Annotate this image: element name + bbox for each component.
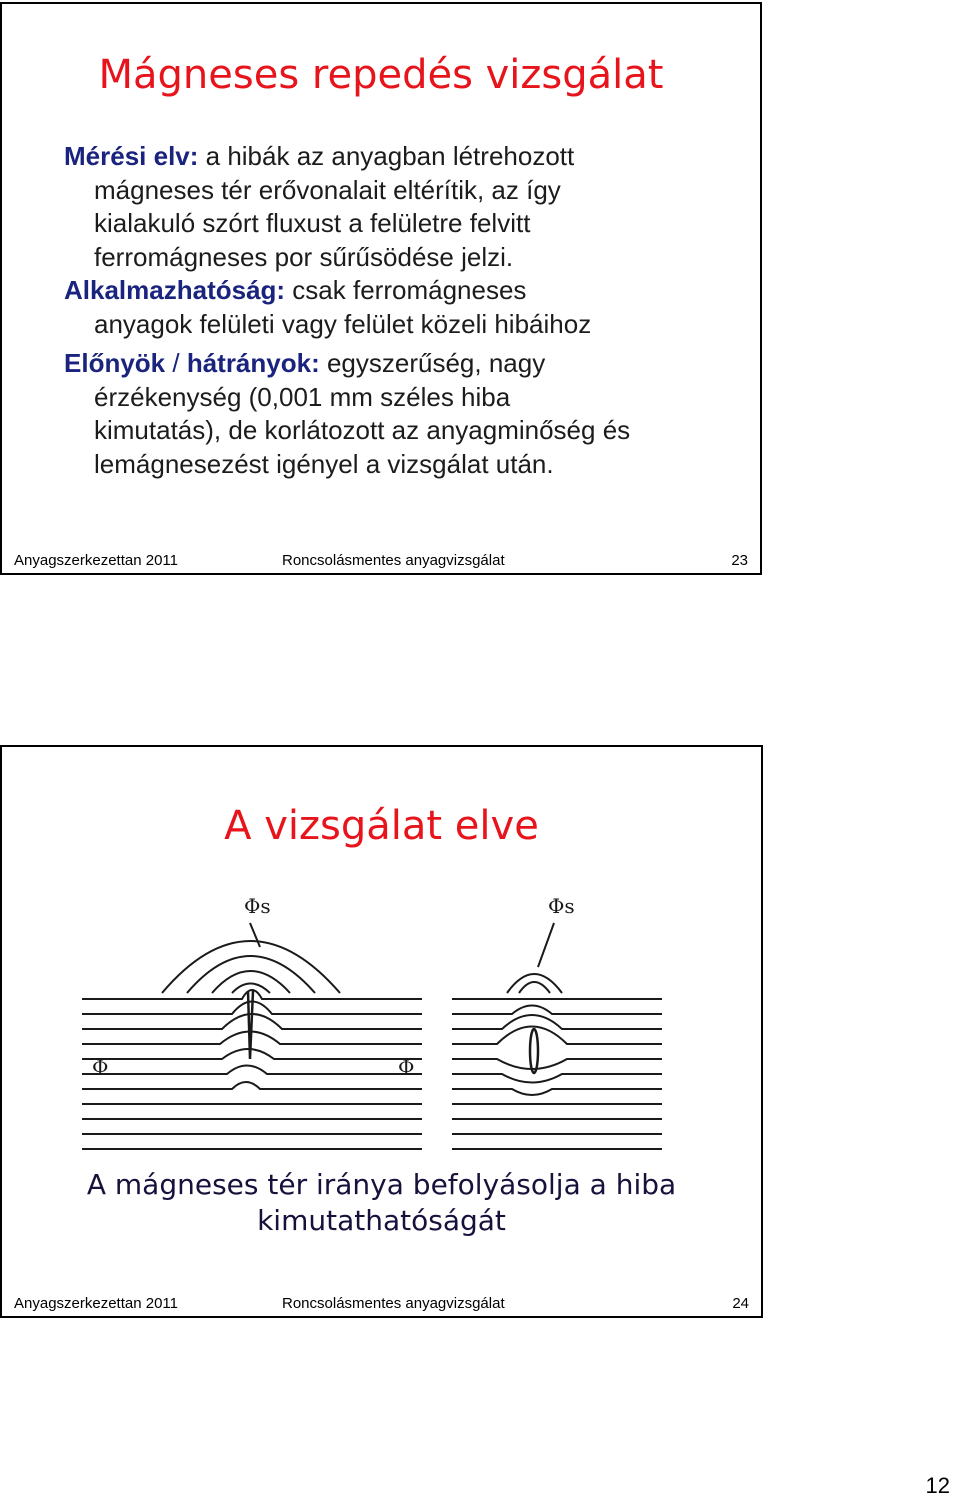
- slide-title: A vizsgálat elve: [224, 803, 539, 849]
- caption-line: A mágneses tér iránya befolyásolja a hiba: [86, 1168, 677, 1201]
- flux-label-left: Φ: [92, 1055, 109, 1079]
- text-line: anyagok felületi vagy felület közeli hibáihoz: [94, 308, 592, 339]
- flux-s-label-left: Φs: [244, 894, 271, 918]
- slide-23: [0, 2, 762, 575]
- text-line: érzékenység (0,001 mm széles hiba: [94, 381, 511, 412]
- flux-s-label-right: Φs: [548, 894, 575, 918]
- footer-course: Anyagszerkezettan 2011: [14, 1295, 178, 1312]
- text-line: kialakuló szórt fluxust a felületre felvitt: [94, 208, 531, 238]
- right-field-lines: [452, 999, 662, 1149]
- slide-title: Mágneses repedés vizsgálat: [98, 52, 664, 98]
- text-line: lemágnesezést igényel a vizsgálat után.: [94, 448, 554, 479]
- text-applicability: csak ferromágneses: [285, 275, 527, 305]
- page-number: 12: [925, 1473, 950, 1498]
- paragraph-principle: [64, 140, 744, 274]
- slide-24: [0, 745, 763, 1318]
- keyword-separator: /: [165, 348, 187, 378]
- text-principle: a hibák az anyagban létrehozott: [198, 141, 575, 171]
- footer-subject: Roncsolásmentes anyagvizsgálat: [282, 1295, 505, 1312]
- keyword-advantages: Előnyök: [64, 348, 166, 378]
- paragraph-applicability: [64, 274, 744, 341]
- figure-caption: [2, 1167, 761, 1239]
- footer-slide-number: 24: [732, 1295, 749, 1312]
- keyword-principle: Mérési elv:: [64, 141, 199, 171]
- caption-line: kimutathatóságát: [257, 1204, 506, 1237]
- text-pros-cons: egyszerűség, nagy: [319, 348, 546, 378]
- flux-label-right: Φ: [398, 1055, 415, 1079]
- text-line: ferromágneses por sűrűsödése jelzi.: [94, 241, 514, 272]
- text-line: kimutatás), de korlátozott az anyagminőség és: [94, 415, 631, 445]
- footer-subject: Roncsolásmentes anyagvizsgálat: [282, 552, 505, 569]
- flux-leakage-figure: [72, 869, 672, 1169]
- footer-course: Anyagszerkezettan 2011: [14, 552, 178, 569]
- slide-body: [64, 140, 744, 481]
- paragraph-pros-cons: [64, 347, 744, 481]
- keyword-disadvantages: hátrányok:: [186, 348, 320, 378]
- keyword-applicability: Alkalmazhatóság:: [64, 275, 286, 305]
- footer-slide-number: 23: [731, 552, 748, 569]
- text-line: mágneses tér erővonalait eltérítik, az így: [94, 174, 561, 205]
